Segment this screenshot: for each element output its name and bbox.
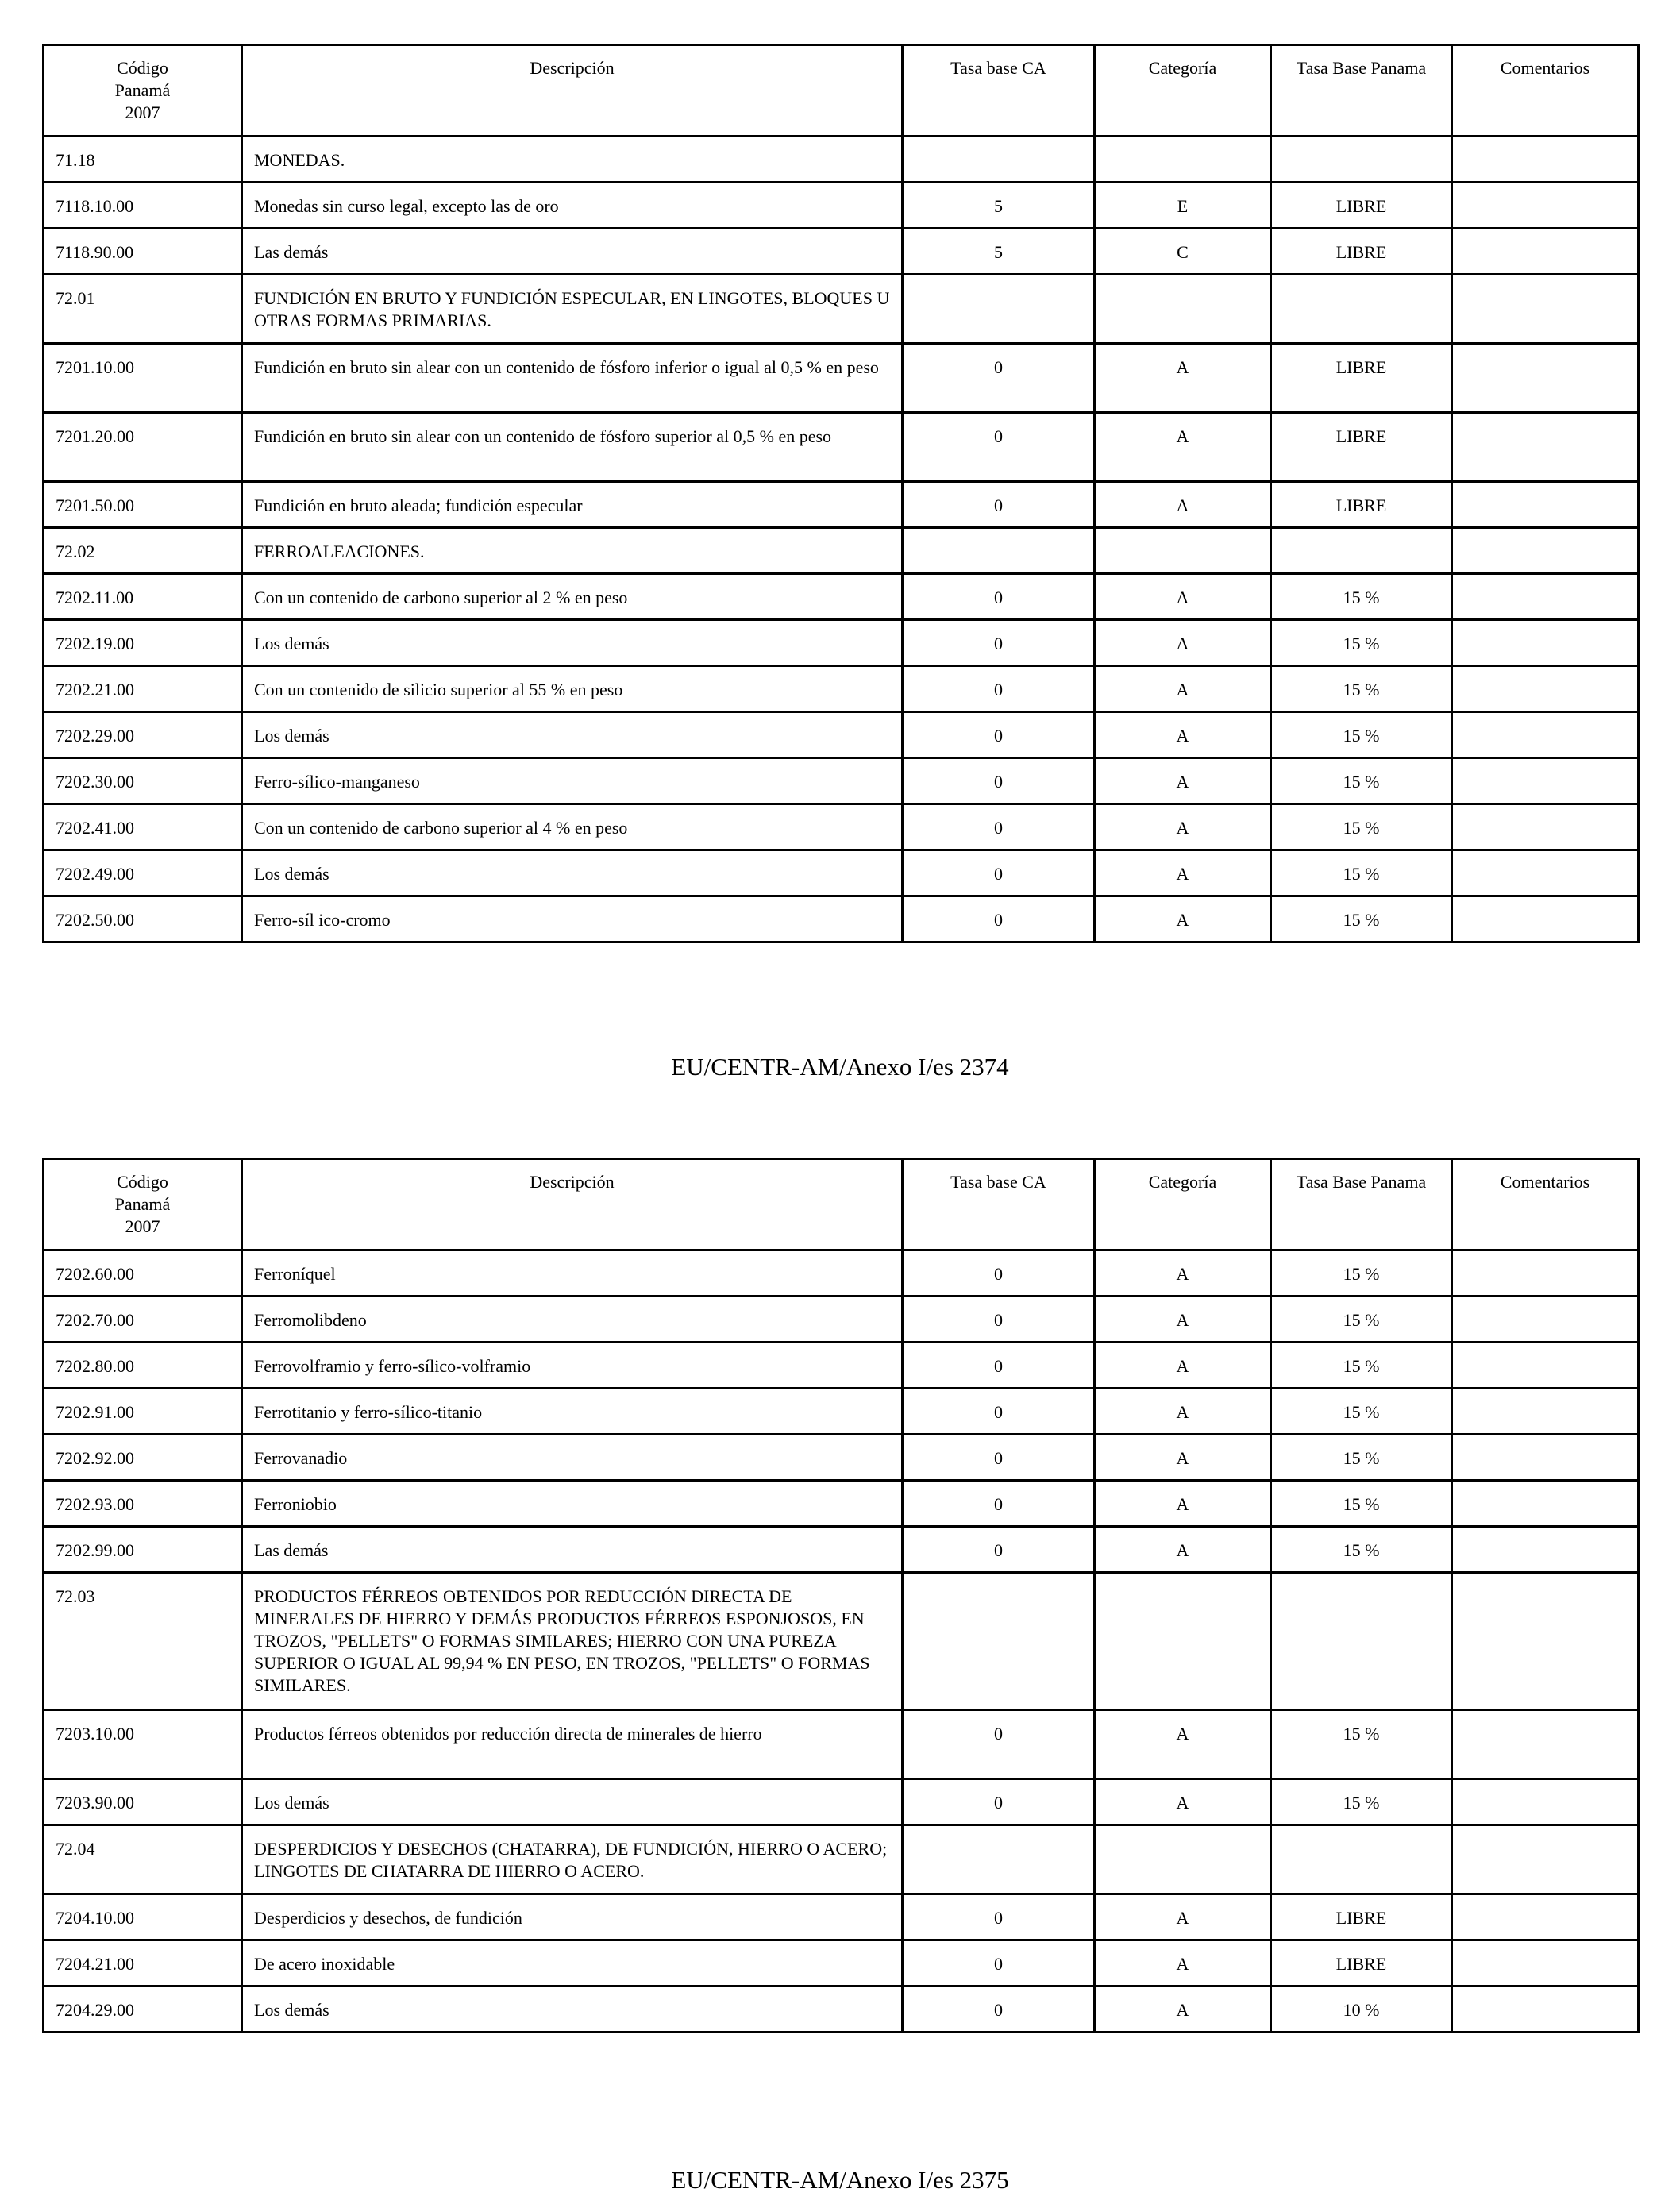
cell-base-rate-ca: [903, 1825, 1095, 1894]
cell-comments: [1452, 482, 1639, 528]
cell-category: A: [1095, 712, 1271, 758]
cell-category: A: [1095, 850, 1271, 896]
cell-code: 7202.99.00: [44, 1527, 242, 1573]
cell-description: Los demás: [242, 712, 903, 758]
cell-comments: [1452, 528, 1639, 574]
cell-comments: [1452, 804, 1639, 850]
table-row: [44, 1343, 1639, 1389]
cell-comments: [1452, 1527, 1639, 1573]
cell-base-rate-panama: 10 %: [1271, 1986, 1452, 2033]
cell-base-rate-ca: 0: [903, 1250, 1095, 1297]
cell-description: Ferro-sílico-manganeso: [242, 758, 903, 804]
cell-description: Con un contenido de carbono superior al 2 % en peso: [242, 574, 903, 620]
table-row: [44, 758, 1639, 804]
cell-base-rate-panama: 15 %: [1271, 1779, 1452, 1825]
cell-code: 7203.90.00: [44, 1779, 242, 1825]
header-description: Descripción: [242, 1159, 903, 1250]
cell-base-rate-ca: 0: [903, 712, 1095, 758]
cell-base-rate-panama: 15 %: [1271, 666, 1452, 712]
cell-category: [1095, 137, 1271, 183]
header-category: Categoría: [1095, 1159, 1271, 1250]
cell-code: 7202.80.00: [44, 1343, 242, 1389]
cell-comments: [1452, 620, 1639, 666]
cell-comments: [1452, 1825, 1639, 1894]
tariff-table-page-1: [42, 44, 1640, 943]
cell-category: A: [1095, 758, 1271, 804]
cell-code: 7202.92.00: [44, 1435, 242, 1481]
header-comments: Comentarios: [1452, 45, 1639, 137]
cell-category: A: [1095, 896, 1271, 942]
header-row: [44, 1159, 1639, 1250]
cell-comments: [1452, 183, 1639, 229]
cell-category: A: [1095, 1940, 1271, 1986]
cell-category: A: [1095, 1481, 1271, 1527]
cell-category: A: [1095, 1435, 1271, 1481]
cell-description: Ferroníquel: [242, 1250, 903, 1297]
cell-category: A: [1095, 1779, 1271, 1825]
cell-comments: [1452, 1986, 1639, 2033]
header-base-rate-panama: Tasa Base Panama: [1271, 1159, 1452, 1250]
cell-description: Ferrovanadio: [242, 1435, 903, 1481]
cell-category: C: [1095, 229, 1271, 275]
cell-base-rate-panama: 15 %: [1271, 574, 1452, 620]
cell-category: A: [1095, 1986, 1271, 2033]
cell-base-rate-ca: 0: [903, 804, 1095, 850]
table-row: [44, 1297, 1639, 1343]
cell-category: A: [1095, 1894, 1271, 1940]
cell-code: 7204.29.00: [44, 1986, 242, 2033]
page-footer: EU/CENTR-AM/Anexo I/es 2374: [671, 1053, 1009, 1081]
cell-comments: [1452, 137, 1639, 183]
cell-base-rate-ca: 0: [903, 1297, 1095, 1343]
cell-base-rate-panama: LIBRE: [1271, 183, 1452, 229]
cell-base-rate-panama: [1271, 528, 1452, 574]
cell-base-rate-ca: 5: [903, 183, 1095, 229]
table-row: [44, 712, 1639, 758]
cell-base-rate-panama: 15 %: [1271, 1527, 1452, 1573]
cell-base-rate-panama: 15 %: [1271, 712, 1452, 758]
cell-base-rate-panama: LIBRE: [1271, 344, 1452, 413]
cell-category: A: [1095, 344, 1271, 413]
cell-description: Productos férreos obtenidos por reducción directa de minerales de hierro: [242, 1710, 903, 1779]
cell-category: A: [1095, 482, 1271, 528]
header-code: Código Panamá 2007: [44, 45, 242, 137]
page-footer: EU/CENTR-AM/Anexo I/es 2375: [671, 2166, 1009, 2194]
cell-description: Los demás: [242, 850, 903, 896]
cell-code: 7202.11.00: [44, 574, 242, 620]
cell-description: Ferroniobio: [242, 1481, 903, 1527]
cell-code: 7201.20.00: [44, 413, 242, 482]
cell-comments: [1452, 1481, 1639, 1527]
header-base-rate-panama: Tasa Base Panama: [1271, 45, 1452, 137]
cell-code: 72.03: [44, 1573, 242, 1710]
cell-base-rate-ca: 0: [903, 574, 1095, 620]
header-comments: Comentarios: [1452, 1159, 1639, 1250]
cell-code: 7201.10.00: [44, 344, 242, 413]
header-code: Código Panamá 2007: [44, 1159, 242, 1250]
cell-base-rate-ca: 0: [903, 1481, 1095, 1527]
cell-comments: [1452, 712, 1639, 758]
cell-description: Los demás: [242, 620, 903, 666]
table-row: [44, 666, 1639, 712]
table-row: [44, 1389, 1639, 1435]
cell-category: E: [1095, 183, 1271, 229]
cell-comments: [1452, 850, 1639, 896]
cell-description: Ferromolibdeno: [242, 1297, 903, 1343]
cell-description: PRODUCTOS FÉRREOS OBTENIDOS POR REDUCCIÓN DIRECTA DE MINERALES DE HIERRO Y DEMÁS PRODUCTOS FÉRREOS ESPONJOSOS, EN TROZOS, "PELLETS" O FORMAS SIMILARES; HIERRO CON UNA PUREZA SUPERIOR O IGUAL AL 99,94 % EN PESO, EN TROZOS, "PELLETS" O FORMAS SIMILARES.: [242, 1573, 903, 1710]
cell-comments: [1452, 666, 1639, 712]
cell-description: Los demás: [242, 1779, 903, 1825]
cell-base-rate-panama: 15 %: [1271, 1435, 1452, 1481]
cell-comments: [1452, 275, 1639, 344]
table-row: [44, 1825, 1639, 1894]
cell-description: Las demás: [242, 229, 903, 275]
cell-base-rate-ca: [903, 528, 1095, 574]
cell-description: Fundición en bruto sin alear con un contenido de fósforo inferior o igual al 0,5 % en peso: [242, 344, 903, 413]
cell-code: 7202.93.00: [44, 1481, 242, 1527]
cell-code: 7118.10.00: [44, 183, 242, 229]
cell-base-rate-ca: 0: [903, 413, 1095, 482]
cell-description: Las demás: [242, 1527, 903, 1573]
cell-base-rate-ca: 0: [903, 666, 1095, 712]
cell-comments: [1452, 1573, 1639, 1710]
cell-base-rate-ca: 0: [903, 758, 1095, 804]
cell-base-rate-ca: 0: [903, 620, 1095, 666]
table-row: [44, 413, 1639, 482]
cell-code: 7201.50.00: [44, 482, 242, 528]
table-row: [44, 1894, 1639, 1940]
cell-category: [1095, 528, 1271, 574]
cell-base-rate-ca: 0: [903, 1710, 1095, 1779]
cell-base-rate-ca: [903, 1573, 1095, 1710]
cell-description: Los demás: [242, 1986, 903, 2033]
table-row: [44, 1779, 1639, 1825]
cell-category: A: [1095, 574, 1271, 620]
cell-category: [1095, 275, 1271, 344]
cell-description: Fundición en bruto aleada; fundición especular: [242, 482, 903, 528]
cell-code: 7203.10.00: [44, 1710, 242, 1779]
cell-base-rate-panama: LIBRE: [1271, 482, 1452, 528]
cell-comments: [1452, 1343, 1639, 1389]
cell-category: A: [1095, 1527, 1271, 1573]
cell-category: A: [1095, 620, 1271, 666]
cell-base-rate-ca: 0: [903, 850, 1095, 896]
cell-description: De acero inoxidable: [242, 1940, 903, 1986]
cell-description: Desperdicios y desechos, de fundición: [242, 1894, 903, 1940]
cell-comments: [1452, 1250, 1639, 1297]
cell-comments: [1452, 413, 1639, 482]
cell-comments: [1452, 229, 1639, 275]
table-row: [44, 804, 1639, 850]
cell-description: Ferrotitanio y ferro-sílico-titanio: [242, 1389, 903, 1435]
cell-base-rate-panama: 15 %: [1271, 896, 1452, 942]
cell-comments: [1452, 1297, 1639, 1343]
cell-comments: [1452, 758, 1639, 804]
cell-comments: [1452, 574, 1639, 620]
cell-base-rate-ca: 0: [903, 1986, 1095, 2033]
cell-description: DESPERDICIOS Y DESECHOS (CHATARRA), DE FUNDICIÓN, HIERRO O ACERO; LINGOTES DE CHATARRA DE HIERRO O ACERO.: [242, 1825, 903, 1894]
header-description: Descripción: [242, 45, 903, 137]
cell-category: A: [1095, 1343, 1271, 1389]
cell-description: Ferrovolframio y ferro-sílico-volframio: [242, 1343, 903, 1389]
cell-comments: [1452, 1435, 1639, 1481]
table-row: [44, 574, 1639, 620]
cell-base-rate-panama: LIBRE: [1271, 1894, 1452, 1940]
cell-base-rate-ca: 0: [903, 896, 1095, 942]
cell-base-rate-ca: [903, 275, 1095, 344]
table-row: [44, 1710, 1639, 1779]
table-row: [44, 850, 1639, 896]
cell-code: 7202.60.00: [44, 1250, 242, 1297]
cell-base-rate-panama: LIBRE: [1271, 229, 1452, 275]
cell-description: Monedas sin curso legal, excepto las de oro: [242, 183, 903, 229]
cell-code: 7202.91.00: [44, 1389, 242, 1435]
table-row: [44, 183, 1639, 229]
cell-base-rate-panama: 15 %: [1271, 758, 1452, 804]
cell-code: 72.02: [44, 528, 242, 574]
cell-comments: [1452, 1894, 1639, 1940]
cell-base-rate-panama: 15 %: [1271, 620, 1452, 666]
cell-description: FUNDICIÓN EN BRUTO Y FUNDICIÓN ESPECULAR, EN LINGOTES, BLOQUES U OTRAS FORMAS PRIMARIAS.: [242, 275, 903, 344]
cell-base-rate-panama: [1271, 137, 1452, 183]
table-row: [44, 620, 1639, 666]
cell-code: 7202.41.00: [44, 804, 242, 850]
cell-base-rate-ca: 5: [903, 229, 1095, 275]
cell-base-rate-panama: [1271, 1825, 1452, 1894]
cell-description: Ferro-síl ico-cromo: [242, 896, 903, 942]
cell-base-rate-panama: 15 %: [1271, 1297, 1452, 1343]
table-row: [44, 1986, 1639, 2033]
header-base-rate-ca: Tasa base CA: [903, 1159, 1095, 1250]
cell-category: A: [1095, 804, 1271, 850]
cell-base-rate-ca: 0: [903, 482, 1095, 528]
cell-code: 7204.21.00: [44, 1940, 242, 1986]
cell-base-rate-ca: 0: [903, 1894, 1095, 1940]
header-row: [44, 45, 1639, 137]
cell-description: Con un contenido de silicio superior al 55 % en peso: [242, 666, 903, 712]
cell-comments: [1452, 1389, 1639, 1435]
table-row: [44, 137, 1639, 183]
cell-code: 7202.19.00: [44, 620, 242, 666]
cell-base-rate-ca: 0: [903, 1940, 1095, 1986]
cell-code: 71.18: [44, 137, 242, 183]
cell-base-rate-ca: 0: [903, 1343, 1095, 1389]
cell-description: MONEDAS.: [242, 137, 903, 183]
cell-description: Fundición en bruto sin alear con un contenido de fósforo superior al 0,5 % en peso: [242, 413, 903, 482]
cell-base-rate-panama: 15 %: [1271, 1481, 1452, 1527]
table-row: [44, 1527, 1639, 1573]
cell-code: 7202.70.00: [44, 1297, 242, 1343]
cell-base-rate-panama: 15 %: [1271, 804, 1452, 850]
cell-base-rate-ca: 0: [903, 1527, 1095, 1573]
cell-base-rate-panama: 15 %: [1271, 1250, 1452, 1297]
cell-comments: [1452, 896, 1639, 942]
cell-base-rate-panama: 15 %: [1271, 1710, 1452, 1779]
cell-comments: [1452, 1779, 1639, 1825]
cell-description: Con un contenido de carbono superior al 4 % en peso: [242, 804, 903, 850]
cell-category: A: [1095, 1297, 1271, 1343]
cell-base-rate-ca: 0: [903, 1389, 1095, 1435]
cell-base-rate-ca: [903, 137, 1095, 183]
table-row: [44, 896, 1639, 942]
table-row: [44, 528, 1639, 574]
table-row: [44, 1250, 1639, 1297]
cell-category: [1095, 1825, 1271, 1894]
cell-comments: [1452, 1940, 1639, 1986]
cell-base-rate-panama: [1271, 1573, 1452, 1710]
cell-base-rate-panama: 15 %: [1271, 850, 1452, 896]
cell-base-rate-ca: 0: [903, 344, 1095, 413]
table-row: [44, 482, 1639, 528]
cell-code: 7202.30.00: [44, 758, 242, 804]
header-category: Categoría: [1095, 45, 1271, 137]
table-row: [44, 1435, 1639, 1481]
cell-code: 7202.21.00: [44, 666, 242, 712]
table-row: [44, 229, 1639, 275]
cell-category: A: [1095, 666, 1271, 712]
table-row: [44, 344, 1639, 413]
cell-description: FERROALEACIONES.: [242, 528, 903, 574]
cell-code: 7202.29.00: [44, 712, 242, 758]
table-row: [44, 1481, 1639, 1527]
table-row: [44, 275, 1639, 344]
cell-code: 7118.90.00: [44, 229, 242, 275]
cell-code: 7202.49.00: [44, 850, 242, 896]
cell-base-rate-panama: LIBRE: [1271, 1940, 1452, 1986]
cell-category: A: [1095, 1389, 1271, 1435]
cell-base-rate-panama: LIBRE: [1271, 413, 1452, 482]
cell-category: [1095, 1573, 1271, 1710]
cell-category: A: [1095, 1250, 1271, 1297]
cell-base-rate-panama: [1271, 275, 1452, 344]
cell-code: 7202.50.00: [44, 896, 242, 942]
cell-category: A: [1095, 413, 1271, 482]
cell-comments: [1452, 1710, 1639, 1779]
cell-code: 72.01: [44, 275, 242, 344]
table-row: [44, 1573, 1639, 1710]
header-base-rate-ca: Tasa base CA: [903, 45, 1095, 137]
cell-code: 7204.10.00: [44, 1894, 242, 1940]
tariff-table-page-2: [42, 1158, 1640, 2033]
cell-comments: [1452, 344, 1639, 413]
cell-code: 72.04: [44, 1825, 242, 1894]
table-row: [44, 1940, 1639, 1986]
cell-base-rate-panama: 15 %: [1271, 1343, 1452, 1389]
cell-base-rate-ca: 0: [903, 1779, 1095, 1825]
cell-category: A: [1095, 1710, 1271, 1779]
cell-base-rate-panama: 15 %: [1271, 1389, 1452, 1435]
cell-base-rate-ca: 0: [903, 1435, 1095, 1481]
